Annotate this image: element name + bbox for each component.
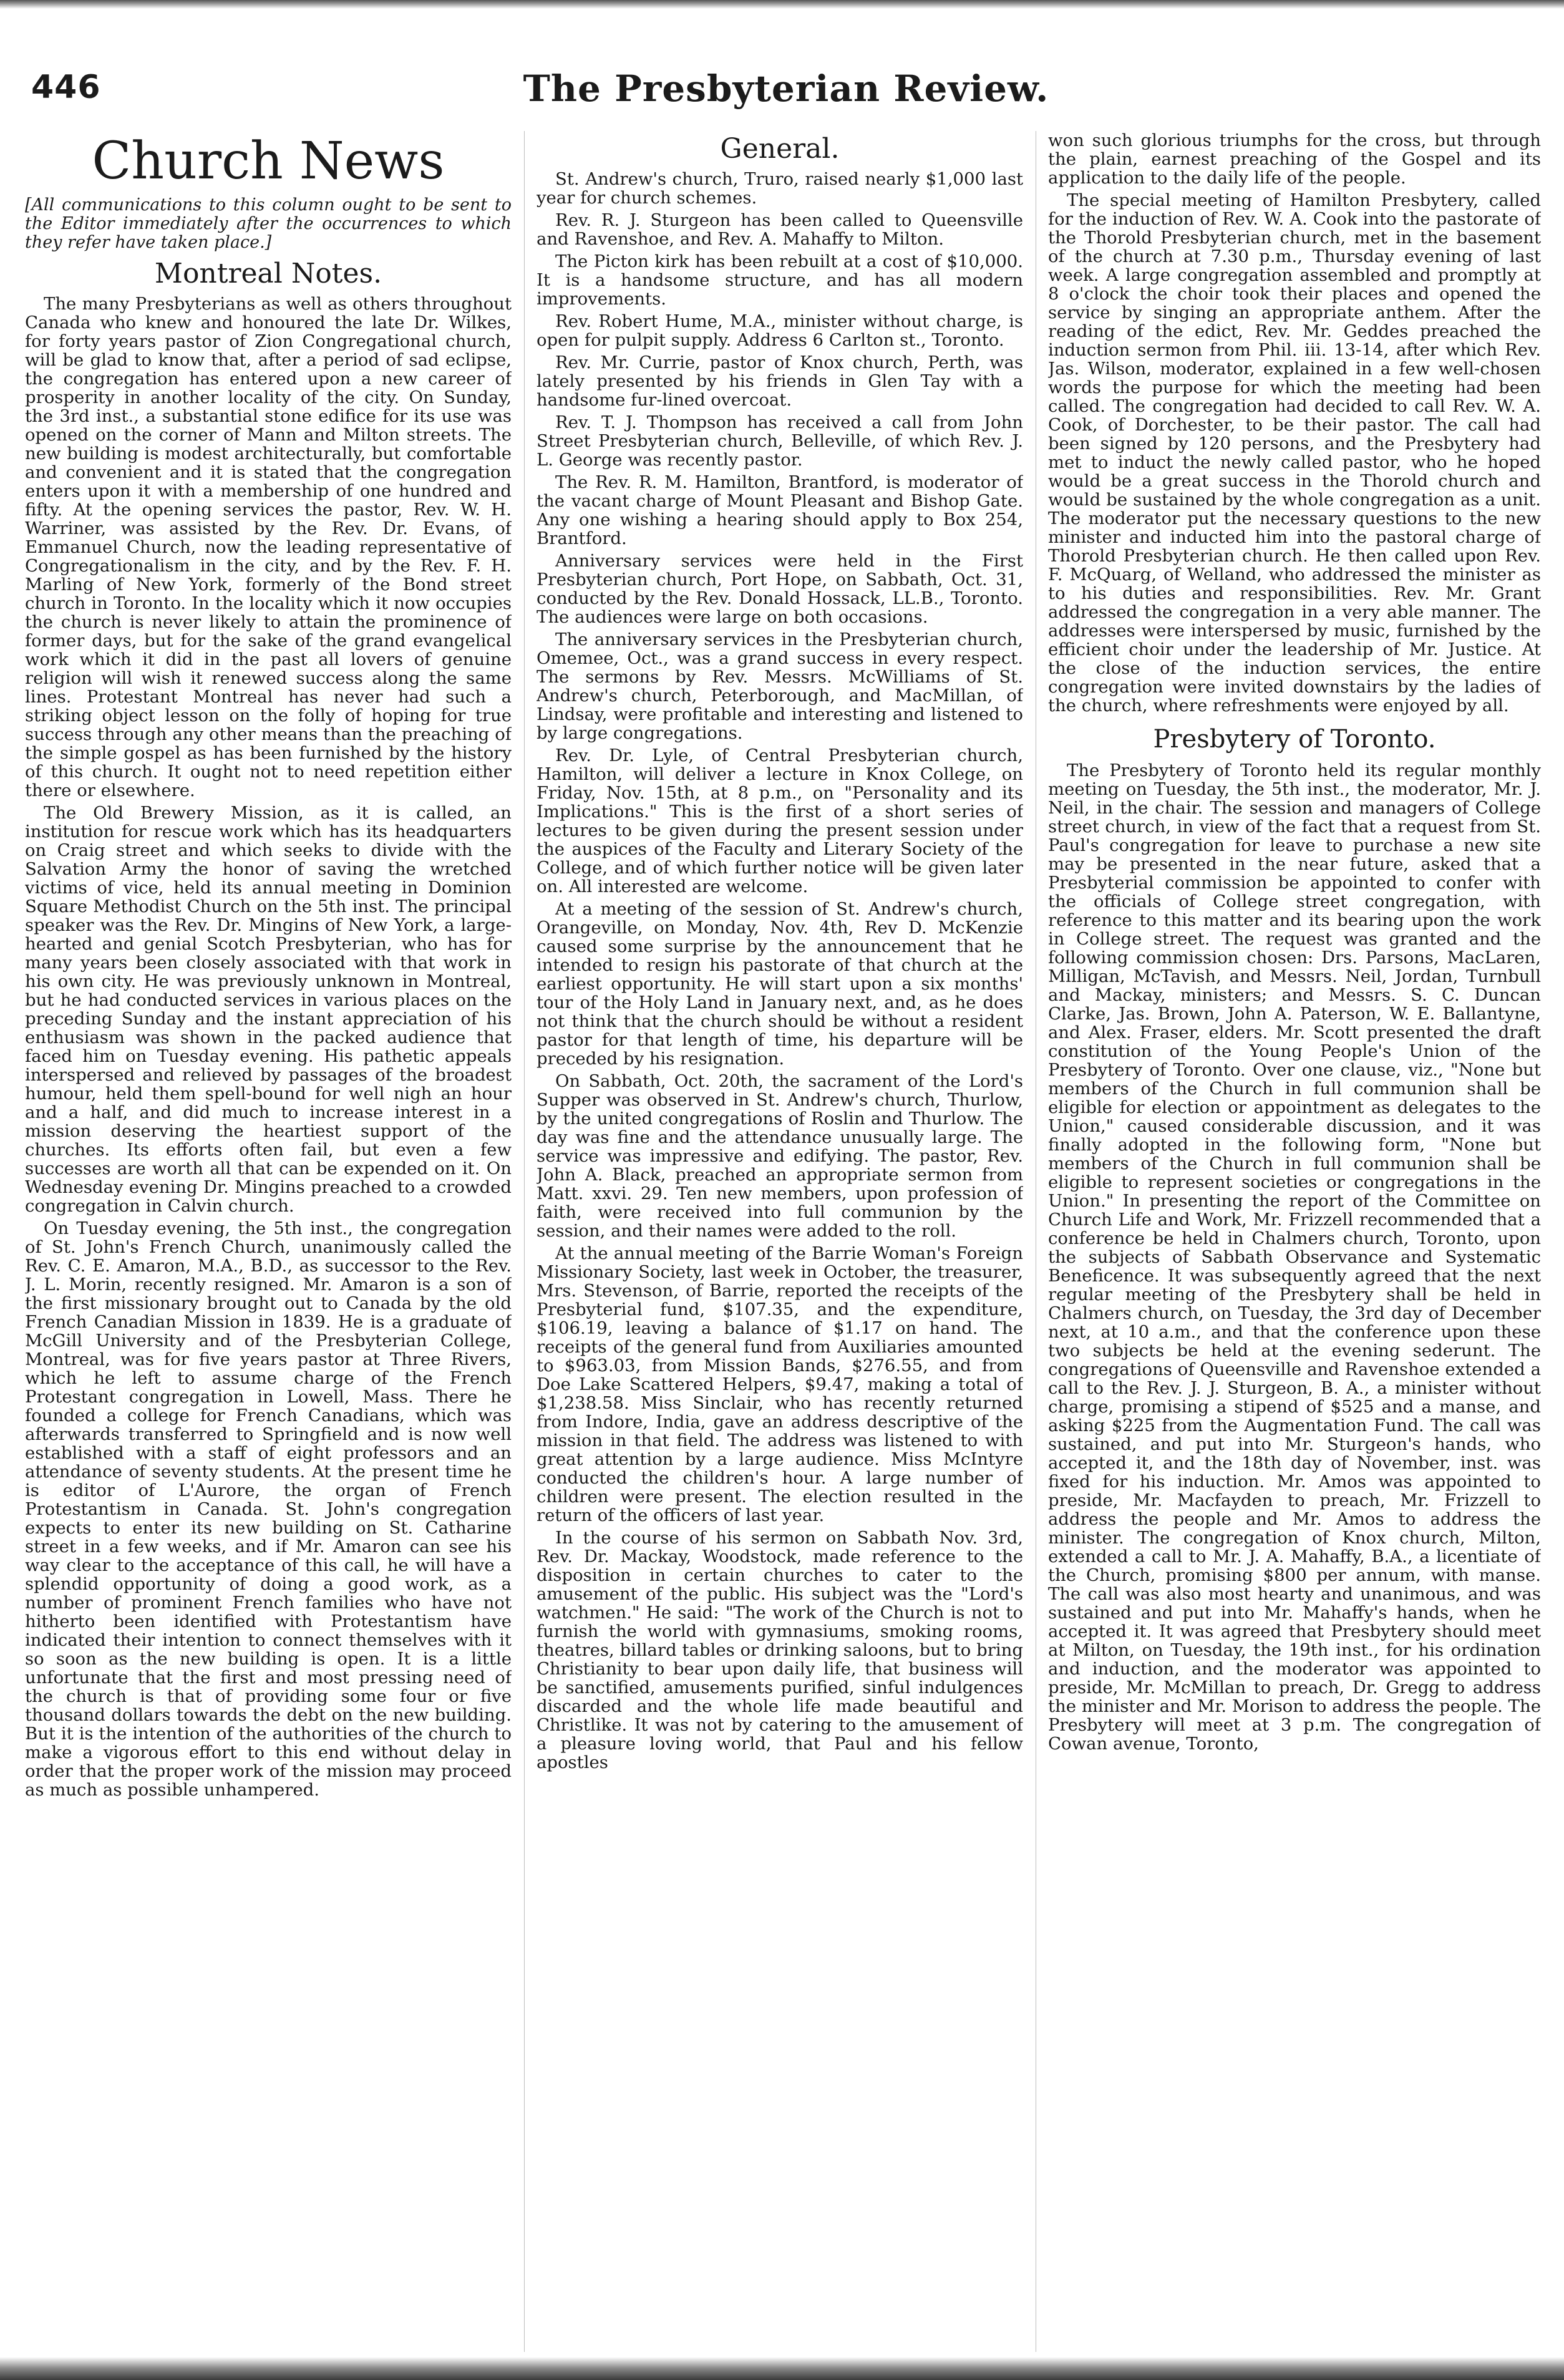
news-item: In the course of his sermon on Sabbath Nov. 3rd, Rev. Dr. Mackay, Woodstock, made reference to the disposition in certain churches to cater to the amusement of the public. His subject was the "Lord's watchmen." He said: "The work of the Church is not to furnish the world with gymnasiums, smoking rooms, theatres, billard tables or drinking saloons, but to bring Christianity to bear upon daily life, that business will be sanctified, amusements purified, sinful indulgences discarded and the whole life made beautiful and Christlike. It was not by catering to the amusement of a pleasure loving world, that Paul and his fellow apostles [537,1528,1023,1772]
journal-title: The Presbyterian Review. [523,67,1049,110]
page-number: 446 [31,69,101,106]
montreal-notes-heading: Montreal Notes. [154,258,382,289]
church-news-heading: Church News [92,132,445,191]
scan-edge-bottom [0,2357,1564,2380]
column-church-news [25,131,512,2333]
news-item: The Picton kirk has been rebuilt at a cost of $10,000. It is a handsome structure, and has all modern improvements. [537,251,1023,309]
article-paragraph: On Tuesday evening, the 5th inst., the congregation of St. John's French Church, unanimously called the Rev. C. E. Amaron, M.A., B.D., as successor to the Rev. J. L. Morin, recently resigned. Mr. Amaron is a son of the first missionary brought out to Canada by the old French Canadian Mission in 1839. He is a graduate of McGill University and of the Presbyterian College, Montreal, was for five years pastor at Three Rivers, which he left to assume charge of the French Protestant congregation in Lowell, Mass. There he founded a college for French Canadians, which was afterwards transferred to Springfield and is now well established with a staff of eight professors and an attendance of seventy students. At the present time he is editor of L'Aurore, the organ of French Protestantism in Canada. St. John's congregation expects to enter its new building on St. Catharine street in a few weeks, and if Mr. Amaron can see his way clear to the acceptance of this call, he will have a splendid opportunity of doing a good work, as a number of prominent French families who have not hitherto been identified with Protestantism have indicated their intention to connect themselves with it so soon as the new building is open. It is a little unfortunate that the first and most pressing need of the church is that of providing some four or five thousand dollars towards the debt on the new building. But it is the intention of the authorities of the church to make a vigorous effort to this end without delay in order that the proper work of the mission may proceed as much as possible unhampered. [25,1218,512,1800]
column-general [537,131,1023,2333]
news-item: Rev. Robert Hume, M.A., minister without charge, is open for pulpit supply. Address 6 Carlton st., Toronto. [537,311,1023,350]
column-continued [1048,131,1541,2333]
news-item: On Sabbath, Oct. 20th, the sacrament of the Lord's Supper was observed in St. Andrew's church, Thurlow, by the united congregations of Roslin and Thurlow. The day was fine and the attendance unusually large. The service was impressive and edifying. The pastor, Rev. John A. Black, preached an appropriate sermon from Matt. xxvi. 29. Ten new members, upon profession of faith, were received into full communion by the session, and their names were added to the roll. [537,1071,1023,1241]
column-divider [524,131,525,2352]
news-item: The anniversary services in the Presbyterian church, Omemee, Oct., was a grand success in every respect. The sermons by Rev. Messrs. McWilliams of St. Andrew's church, Peterborough, and MacMillan, of Lindsay, were profitable and interesting and listened to by large congregations. [537,629,1023,743]
news-item: Rev. Dr. Lyle, of Central Presbyterian church, Hamilton, will deliver a lecture in Knox College, on Friday, Nov. 15th, at 8 p.m., on "Personality and its Implications." This is the first of a short series of lectures to be given during the present session under the auspices of the Faculty and Literary Society of the College, and of which further notice will be given later on. All interested are welcome. [537,746,1023,896]
news-item: At the annual meeting of the Barrie Woman's Foreign Missionary Society, last week in October, the treasurer, Mrs. Stevenson, of Barrie, reported the receipts of the Presbyterial fund, $107.35, and the expenditure, $106.19, leaving a balance of $1.17 on hand. The receipts of the general fund from Auxiliaries amounted to $963.03, from Mission Bands, $276.55, and from Doe Lake Scattered Helpers, $9.47, making a total of $1,238.58. Miss Sinclair, who has recently returned from Indore, India, gave an address descriptive of the mission in that field. The address was listened to with great attention by a large audience. Miss McIntyre conducted the children's hour. A large number of children were present. The election resulted in the return of the officers of last year. [537,1243,1023,1525]
general-heading: General. [720,133,840,165]
news-item: St. Andrew's church, Truro, raised nearly $1,000 last year for church schemes. [537,169,1023,208]
news-item: Rev. R. J. Sturgeon has been called to Queensville and Ravenshoe, and Rev. A. Mahaffy to Milton. [537,210,1023,249]
news-item: At a meeting of the session of St. Andrew's church, Orangeville, on Monday, Nov. 4th, Rev D. McKenzie caused some surprise by the announcement that he intended to resign his pastorate of that church at the earliest opportunity. He will start upon a six months' tour of the Holy Land in January next, and, as he does not think that the church should be without a resident pastor for that length of time, his departure will be preceded by his resignation. [537,899,1023,1069]
news-item: The special meeting of Hamilton Presbytery, called for the induction of Rev. W. A. Cook into the pastorate of the Thorold Presbyterian church, met in the basement of the church at 7.30 p.m., Thursday evening of last week. A large congregation assembled and promptly at 8 o'clock the choir took their places and opened the service by singing an appropriate anthem. After the reading of the edict, Rev. Mr. Geddes preached the induction sermon from Phil. iii. 13-14, after which Rev. Jas. Wilson, moderator, explained in a few well-chosen words the purpose for which the meeting had been called. The congregation had decided to call Rev. W. A. Cook, of Dorchester, to be their pastor. The call had been signed by 120 persons, and the Presbytery had met to induct the newly called pastor, who he hoped would be a great success in the Thorold church and would be sustained by the whole congregation as a unit. The moderator put the necessary questions to the new minister and inducted him into the pastoral charge of Thorold Presbyterian church. He then called upon Rev. F. McQuarg, of Welland, who addressed the minister as to his duties and responsibilities. Rev. Mr. Grant addressed the congregation in a very able manner. The addresses were interspersed by music, furnished by the efficient choir under the leadership of Mr. Justice. At the close of the induction services, the entire congregation were invited downstairs by the ladies of the church, where refreshments were enjoyed by all. [1048,190,1541,716]
page-header [25,69,1547,119]
article-paragraph: The Presbytery of Toronto held its regular monthly meeting on Tuesday, the 5th inst., the moderator, Mr. J. Neil, in the chair. The session and managers of College street church, in view of the fact that a request from St. Paul's congregation for leave to purchase a new site may be presented in the near future, asked that a Presbyterial commission be appointed to confer with the officials of College street congregation, with reference to this matter and its bearing upon the work in College street. The request was granted and the following commission chosen: Drs. Parsons, MacLaren, Milligan, McTavish, and Messrs. Neil, Jordan, Turnbull and Mackay, ministers; and Messrs. S. C. Duncan Clarke, Jas. Brown, John A. Paterson, W. E. Ballantyne, and Alex. Fraser, elders. Mr. Scott presented the draft constitution of the Young People's Union of the Presbytery of Toronto. Over one clause, viz., "None but members of the Church in full communion shall be eligible for election or appointment as delegates to the Union," caused considerable discussion, and it was finally adopted in the following form, "None but members of the Church in full communion shall be eligible to represent societies or congregations in the Union." In presenting the report of the Committee on Church Life and Work, Mr. Frizzell recommended that a conference be held in Chalmers church, Toronto, upon the subjects of Sabbath Observance and Systematic Beneficence. It was subsequently agreed that the next regular meeting of the Presbytery shall be held in Chalmers church, on Tuesday, the 3rd day of December next, at 10 a.m., and that the conference upon these two subjects be held at the evening sederunt. The congregations of Queensville and Ravenshoe extended a call to the Rev. J. J. Sturgeon, B. A., a minister without charge, promising a stipend of $525 and a manse, and asking $225 from the Augmentation Fund. The call was sustained, and put into Mr. Sturgeon's hands, who accepted it, and the 18th day of November, inst. was fixed for his induction. Mr. Amos was appointed to preside, Mr. Macfayden to preach, Mr. Frizzell to address the people and Mr. Amos to address the minister. The congregation of Knox church, Milton, extended a call to Mr. J. A. Mahaffy, B.A., a licentiate of the Church, promising $800 per annum, with manse. The call was also most hearty and unanimous, and was sustained and put into Mr. Mahaffy's hands, when he accepted it. It was agreed that Presbytery should meet at Milton, on Tuesday, the 19th inst., for his ordination and induction, and the moderator was appointed to preside, Mr. McMillan to preach, Dr. Gregg to address the minister and Mr. Morison to address the people. The Presbytery will meet at 3 p.m. The congregation of Cowan avenue, Toronto, [1048,760,1541,1754]
news-item: Rev. T. J. Thompson has received a call from John Street Presbyterian church, Belleville, of which Rev. J. L. George was recently pastor. [537,412,1023,470]
editor-note: [All communications to this column ought to be sent to the Editor immediately after the occurrences to which they refer have taken place.] [25,195,512,252]
presbytery-of-toronto-heading: Presbytery of Toronto. [1153,725,1436,754]
article-paragraph: The many Presbyterians as well as others throughout Canada who knew and honoured the late Dr. Wilkes, for forty years pastor of Zion Congregational church, will be glad to know that, after a period of sad eclipse, the congregation has entered upon a new career of prosperity in another locality of the city. On Sunday, the 3rd inst., a substantial stone edifice for its use was opened on the corner of Mann and Milton streets. The new building is modest architecturally, but comfortable and convenient and it is stated that the congregation enters upon it with a membership of one hundred and fifty. At the opening services the pastor, Rev. W. H. Warriner, was assisted by the Rev. Dr. Evans, of Emmanuel Church, now the leading representative of Congregationalism in the city, and by the Rev. F. H. Marling of New York, formerly of the Bond street church in Toronto. In the locality which it now occupies the church is never likely to attain the prominence of former days, but for the sake of the grand evangelical work which it did in the past all lovers of genuine religion will wish it renewed success along the same lines. Protestant Montreal has never had such a striking object lesson on the folly of hoping for true success through any other means than the preaching of the simple gospel as has been furnished by the history of this church. It ought not to need repetition either there or elsewhere. [25,294,512,800]
continued-paragraph: won such glorious triumphs for the cross, but through the plain, earnest preaching of the Gospel and its application to the daily life of the people. [1048,131,1541,188]
scan-edge-top [0,0,1564,9]
news-item: Rev. Mr. Currie, pastor of Knox church, Perth, was lately presented by his friends in Glen Tay with a handsome fur-lined overcoat. [537,352,1023,410]
article-paragraph: The Old Brewery Mission, as it is called, an institution for rescue work which has its headquarters on Craig street and which seeks to divide with the Salvation Army the honor of saving the wretched victims of vice, held its annual meeting in Dominion Square Methodist Church on the 5th inst. The principal speaker was the Rev. Dr. Mingins of New York, a large-hearted and genial Scotch Presbyterian, who has for many years been closely associated with that work in his own city. He was previously unknown in Montreal, but he had conducted services in various places on the preceding Sunday and the instant appreciation of his enthusiasm was shown in the packed audience that faced him on Tuesday evening. His pathetic appeals interspersed and relieved by passages of the broadest humour, held them spell-bound for well nigh an hour and a half, and did much to increase interest in a mission deserving the heartiest support of the churches. Its efforts often fail, but even a few successes are worth all that can be expended on it. On Wednesday evening Dr. Mingins preached to a crowded congregation in Calvin church. [25,803,512,1216]
news-item: The Rev. R. M. Hamilton, Brantford, is moderator of the vacant charge of Mount Pleasant and Bishop Gate. Any one wishing a hearing should apply to Box 254, Brantford. [537,472,1023,548]
news-item: Anniversary services were held in the First Presbyterian church, Port Hope, on Sabbath, Oct. 31, conducted by the Rev. Donald Hossack, LL.B., Toronto. The audiences were large on both occasions. [537,551,1023,627]
